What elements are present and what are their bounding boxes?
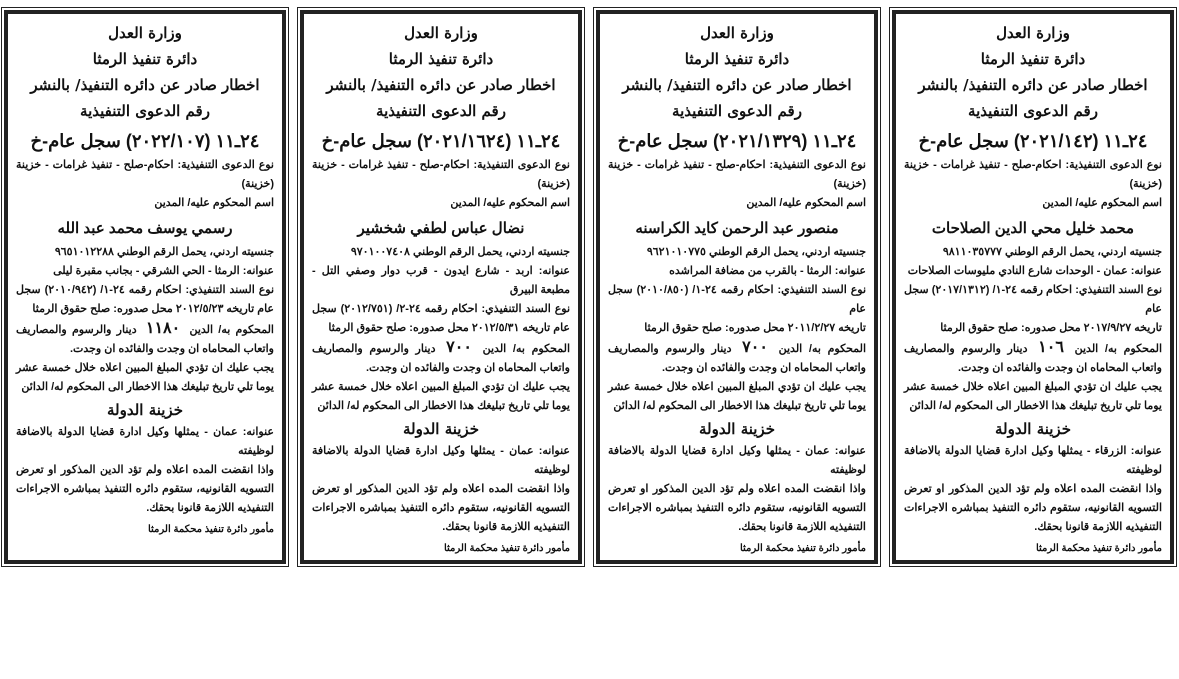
debtor-label: اسم المحكوم عليه/ المدين [746, 197, 866, 209]
payment-demand: يجب عليك ان تؤدي المبلغ المبين اعلاه خلال خمسة عشر يوما تلي تاريخ تبليغك هذا الاخطار الى المحكوم له/ الدائن [16, 362, 274, 393]
judgment-prefix: المحكوم به/ الدين [189, 324, 274, 336]
bond-date: تاريخه ٢٠١١/٢/٢٧ محل صدوره: صلح حقوق الرمثا [644, 322, 866, 334]
nationality-id: جنسيته اردني، يحمل الرقم الوطني ٩٦٢١٠١٠٧٧٥ [646, 246, 866, 258]
case-label: رقم الدعوى التنفيذية [376, 102, 506, 120]
signature: مأمور دائرة تنفيذ محكمة الرمثا [443, 543, 570, 554]
creditor-address: عنوانه: عمان - يمثلها وكيل ادارة قضايا الدولة بالاضافة لوظيفته [312, 445, 570, 476]
debtor-address: عنوانه: عمان - الوحدات شارع النادي مليوسات الصلاحات [907, 265, 1162, 277]
notice-card [892, 10, 1174, 564]
warning-text: واذا انقضت المده اعلاه ولم تؤد الدين المذكور او تعرض التسويه القانونيه، ستقوم دائره التنفيذ بمباشره الاجراءات التنفيذيه اللازمة قانونا بحقك. [16, 464, 274, 514]
bond-date: تاريخه ٢٠١٧/٩/٢٧ محل صدوره: صلح حقوق الرمثا [940, 322, 1162, 334]
nationality-id: جنسيته اردني، يحمل الرقم الوطني ٩٦٥١٠١٢٢٨٨ [54, 246, 274, 258]
debtor-name: نضال عباس لطفي شخشير [357, 220, 525, 237]
debtor-label: اسم المحكوم عليه/ المدين [1042, 197, 1162, 209]
ministry-heading: وزارة العدل [996, 24, 1070, 42]
creditor-name: خزينة الدولة [995, 420, 1071, 438]
judgment-suffix: دينار والرسوم والمصاريف واتعاب المحاماه ان وجدت والفائده ان وجدت. [608, 343, 866, 374]
judgment-amount: ٧٠٠ [446, 339, 472, 356]
bond-info: نوع السند التنفيذي: احكام رقمه ٢٤-١/ (٢٠١٧/١٣١٢) سجل عام [904, 284, 1163, 315]
nationality-id: جنسيته اردني، يحمل الرقم الوطني ٩٨١١٠٣٥٧٧٧ [942, 246, 1162, 258]
debtor-address: عنوانه: الرمثا - الحي الشرقي - بجانب مقبرة ليلى [53, 265, 274, 277]
notice-card [596, 10, 878, 564]
debtor-name: رسمي يوسف محمد عبد الله [57, 220, 233, 237]
department-heading: دائرة تنفيذ الرمثا [980, 50, 1086, 68]
ministry-heading: وزارة العدل [700, 24, 774, 42]
ministry-heading: وزارة العدل [108, 24, 182, 42]
payment-demand: يجب عليك ان تؤدي المبلغ المبين اعلاه خلال خمسة عشر يوما تلي تاريخ تبليغك هذا الاخطار الى المحكوم له/ الدائن [904, 381, 1162, 412]
bond-info: نوع السند التنفيذي: احكام رقمه ٢٤-١/ (٢٠١٠/٨٥٠) سجل عام [608, 284, 867, 315]
signature: مأمور دائرة تنفيذ محكمة الرمثا [1035, 543, 1162, 554]
judgment-prefix: المحكوم به/ الدين [778, 343, 867, 355]
payment-demand: يجب عليك ان تؤدي المبلغ المبين اعلاه خلال خمسة عشر يوما تلي تاريخ تبليغك هذا الاخطار الى المحكوم له/ الدائن [608, 381, 866, 412]
judgment-suffix: دينار والرسوم والمصاريف واتعاب المحاماه ان وجدت والفائده ان وجدت. [16, 324, 274, 355]
signature: مأمور دائرة تنفيذ محكمة الرمثا [739, 543, 866, 554]
case-label: رقم الدعوى التنفيذية [672, 102, 802, 120]
judgment [904, 338, 1162, 378]
notice-title: اخطار صادر عن دائره التنفيذ/ بالنشر [918, 76, 1148, 94]
ministry-heading: وزارة العدل [404, 24, 478, 42]
debtor-label: اسم المحكوم عليه/ المدين [450, 197, 570, 209]
notice-card [4, 10, 286, 564]
bond-info: نوع السند التنفيذي: احكام رقمه ٢٤-٢/ (٢٠١٢/٧٥١) سجل عام تاريخه ٢٠١٢/٥/٣١ محل صدوره: صلح حقوق الرمثا [312, 303, 571, 334]
notice-card [300, 10, 582, 564]
warning-text: واذا انقضت المده اعلاه ولم تؤد الدين المذكور او تعرض التسويه القانونيه، ستقوم دائره التنفيذ بمباشره الاجراءات التنفيذيه اللازمة قانونا بحقك. [608, 483, 866, 533]
debtor-name: محمد خليل محي الدين الصلاحات [931, 220, 1135, 237]
case-type: نوع الدعوى التنفيذية: احكام-صلح - تنفيذ غرامات - خزينة (خزينة) [16, 159, 274, 190]
notice-title: اخطار صادر عن دائره التنفيذ/ بالنشر [622, 76, 852, 94]
creditor-address: عنوانه: عمان - يمثلها وكيل ادارة قضايا الدولة بالاضافة لوظيفته [16, 426, 274, 457]
bond-info: نوع السند التنفيذي: احكام رقمه ٢٤-١/ (٢٠١٠/٩٤٢) سجل عام تاريخه ٢٠١٢/٥/٢٣ محل صدوره: صلح حقوق الرمثا [16, 284, 275, 315]
debtor-address: عنوانه: اربد - شارع ايدون - قرب دوار وصفي التل - مطبعة البيرق [312, 265, 570, 296]
case-number: ٢٤ـ١١ (٢٠٢١/١٤٢) سجل عام-خ [918, 131, 1148, 151]
judgment-suffix: دينار والرسوم والمصاريف واتعاب المحاماه ان وجدت والفائده ان وجدت. [312, 343, 570, 374]
judgment-prefix: المحكوم به/ الدين [1074, 343, 1163, 355]
case-number: ٢٤ـ١١ (٢٠٢٢/١٠٧) سجل عام-خ [30, 131, 260, 151]
department-heading: دائرة تنفيذ الرمثا [92, 50, 198, 68]
case-type: نوع الدعوى التنفيذية: احكام-صلح - تنفيذ غرامات - خزينة (خزينة) [608, 159, 866, 190]
creditor-address: عنوانه: الزرقاء - يمثلها وكيل ادارة قضايا الدولة بالاضافة لوظيفته [904, 445, 1162, 476]
judgment-amount: ١١٨٠ [145, 320, 181, 337]
creditor-name: خزينة الدولة [403, 420, 479, 438]
warning-text: واذا انقضت المده اعلاه ولم تؤد الدين المذكور او تعرض التسويه القانونيه، ستقوم دائره التنفيذ بمباشره الاجراءات التنفيذيه اللازمة قانونا بحقك. [312, 483, 570, 533]
warning-text: واذا انقضت المده اعلاه ولم تؤد الدين المذكور او تعرض التسويه القانونيه، ستقوم دائره التنفيذ بمباشره الاجراءات التنفيذيه اللازمة قانونا بحقك. [904, 483, 1162, 533]
judgment-prefix: المحكوم به/ الدين [482, 343, 571, 355]
judgment-amount: ٧٠٠ [742, 339, 768, 356]
notices-row [4, 10, 1174, 564]
department-heading: دائرة تنفيذ الرمثا [684, 50, 790, 68]
creditor-name: خزينة الدولة [107, 401, 183, 419]
judgment-amount: ١٠٦ [1038, 339, 1064, 356]
judgment [608, 338, 866, 378]
judgment [16, 319, 274, 359]
creditor-name: خزينة الدولة [699, 420, 775, 438]
case-type: نوع الدعوى التنفيذية: احكام-صلح - تنفيذ غرامات - خزينة (خزينة) [904, 159, 1162, 190]
nationality-id: جنسيته اردني، يحمل الرقم الوطني ٩٧٠١٠٠٧٤٠٨ [350, 246, 570, 258]
judgment-suffix: دينار والرسوم والمصاريف واتعاب المحاماه ان وجدت والفائده ان وجدت. [904, 343, 1162, 374]
signature: مأمور دائرة تنفيذ محكمة الرمثا [147, 524, 274, 535]
notice-title: اخطار صادر عن دائره التنفيذ/ بالنشر [30, 76, 260, 94]
department-heading: دائرة تنفيذ الرمثا [388, 50, 494, 68]
debtor-address: عنوانه: الرمثا - بالقرب من مضافة المراشده [669, 265, 866, 277]
debtor-name: منصور عبد الرحمن كايد الكراسنه [635, 220, 839, 237]
case-number: ٢٤ـ١١ (٢٠٢١/١٦٢٤) سجل عام-خ [321, 131, 561, 151]
case-type: نوع الدعوى التنفيذية: احكام-صلح - تنفيذ غرامات - خزينة (خزينة) [312, 159, 570, 190]
payment-demand: يجب عليك ان تؤدي المبلغ المبين اعلاه خلال خمسة عشر يوما تلي تاريخ تبليغك هذا الاخطار الى المحكوم له/ الدائن [312, 381, 570, 412]
creditor-address: عنوانه: عمان - يمثلها وكيل ادارة قضايا الدولة بالاضافة لوظيفته [608, 445, 866, 476]
case-number: ٢٤ـ١١ (٢٠٢١/١٣٢٩) سجل عام-خ [617, 131, 857, 151]
judgment [312, 338, 570, 378]
case-label: رقم الدعوى التنفيذية [968, 102, 1098, 120]
case-label: رقم الدعوى التنفيذية [80, 102, 210, 120]
notice-title: اخطار صادر عن دائره التنفيذ/ بالنشر [326, 76, 556, 94]
debtor-label: اسم المحكوم عليه/ المدين [154, 197, 274, 209]
